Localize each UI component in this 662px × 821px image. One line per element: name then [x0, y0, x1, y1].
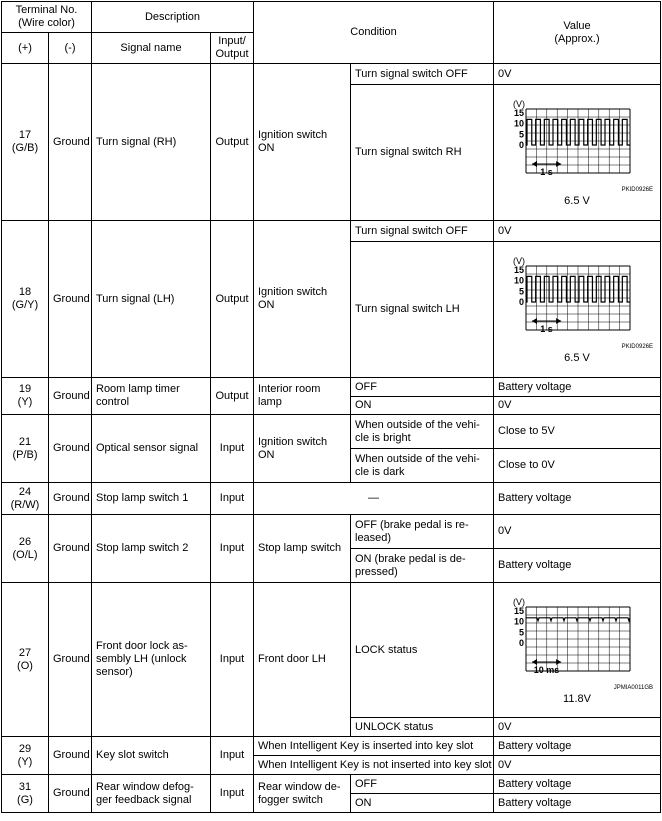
- figure-code: JPMIA0011GB: [613, 684, 654, 691]
- time-span-label: 10 ms: [533, 664, 560, 675]
- sub-condition-cell: ON: [351, 794, 494, 813]
- axis-unit: (V): [513, 596, 526, 607]
- axis-unit: (V): [513, 99, 526, 109]
- terminal-cell: 18 (G/Y): [2, 221, 49, 378]
- scope-grid: [526, 109, 630, 173]
- signal-name-cell: Turn signal (LH): [92, 221, 211, 378]
- value-cell: Battery voltage: [494, 775, 661, 794]
- condition-cell: Front door LH: [254, 583, 351, 737]
- table-row: [2, 221, 661, 242]
- scope-grid: [526, 266, 630, 330]
- waveform: [498, 250, 656, 369]
- table-row: [2, 378, 661, 397]
- sub-condition-cell: ON (brake pedal is de- pressed): [351, 549, 494, 583]
- ground-cell: Ground: [49, 737, 92, 775]
- value-cell: 0V: [494, 756, 661, 775]
- condition-cell: —: [254, 483, 494, 515]
- io-cell: Input: [211, 583, 254, 737]
- y-tick-label: 5: [519, 626, 525, 637]
- axis-unit: (V): [513, 256, 526, 266]
- y-tick-label: 0: [519, 140, 525, 150]
- io-cell: Input: [211, 515, 254, 583]
- condition-cell: Ignition switch ON: [254, 64, 351, 221]
- value-cell: Battery voltage: [494, 794, 661, 813]
- ground-cell: Ground: [49, 221, 92, 378]
- table-row: [2, 515, 661, 549]
- sub-condition-cell: When outside of the vehi- cle is bright: [351, 415, 494, 449]
- table-row: [2, 775, 661, 794]
- arrow-left-icon: [532, 161, 537, 167]
- ground-cell: Ground: [49, 483, 92, 515]
- io-cell: Output: [211, 64, 254, 221]
- oscilloscope-graph: [499, 97, 655, 193]
- ground-cell: Ground: [49, 378, 92, 415]
- table-row: [2, 583, 661, 718]
- terminal-no-header: Terminal No. (Wire color): [2, 2, 92, 33]
- value-cell: 0V: [494, 64, 661, 85]
- sub-condition-cell: OFF: [351, 775, 494, 794]
- ground-cell: Ground: [49, 64, 92, 221]
- minus-header: (-): [49, 33, 92, 64]
- time-span-label: 1 s: [540, 324, 553, 334]
- terminal-cell: 31 (G): [2, 775, 49, 813]
- waveform-cell: [494, 242, 661, 378]
- signal-name-cell: Room lamp timer control: [92, 378, 211, 415]
- arrow-right-icon: [556, 161, 561, 167]
- signal-name-header: Signal name: [92, 33, 211, 64]
- condition-cell: Ignition switch ON: [254, 221, 351, 378]
- y-tick-label: 0: [519, 637, 525, 648]
- terminal-cell: 19 (Y): [2, 378, 49, 415]
- signal-name-cell: Key slot switch: [92, 737, 211, 775]
- io-cell: Output: [211, 378, 254, 415]
- terminal-cell: 17 (G/B): [2, 64, 49, 221]
- oscilloscope-graph: [499, 595, 655, 691]
- waveform: [498, 93, 656, 212]
- terminal-cell: 26 (O/L): [2, 515, 49, 583]
- sub-condition-cell: UNLOCK status: [351, 718, 494, 737]
- table-row: [2, 64, 661, 85]
- waveform: [498, 591, 656, 710]
- waveform-cell: [494, 583, 661, 718]
- io-cell: Input: [211, 483, 254, 515]
- y-tick-label: 15: [514, 108, 525, 118]
- y-tick-label: 5: [519, 286, 525, 297]
- sub-condition-cell: When outside of the vehi- cle is dark: [351, 449, 494, 483]
- signal-name-cell: Rear window defog- ger feedback signal: [92, 775, 211, 813]
- io-cell: Input: [211, 415, 254, 483]
- value-cell: 0V: [494, 397, 661, 415]
- io-cell: Input: [211, 737, 254, 775]
- input-output-header: Input/ Output: [211, 33, 254, 64]
- ground-cell: Ground: [49, 515, 92, 583]
- plus-header: (+): [2, 33, 49, 64]
- signal-name-cell: Stop lamp switch 2: [92, 515, 211, 583]
- condition-cell: Ignition switch ON: [254, 415, 351, 483]
- sub-condition-cell: Turn signal switch LH: [351, 242, 494, 378]
- sub-condition-cell: Turn signal switch OFF: [351, 64, 494, 85]
- condition-cell: Stop lamp switch: [254, 515, 351, 583]
- condition-cell: When Intelligent Key is inserted into key slot: [254, 737, 494, 756]
- sub-condition-cell: Turn signal switch OFF: [351, 221, 494, 242]
- condition-cell: Rear window de- fogger switch: [254, 775, 351, 813]
- value-cell: 0V: [494, 221, 661, 242]
- description-header: Description: [92, 2, 254, 33]
- value-cell: Battery voltage: [494, 483, 661, 515]
- condition-header: Condition: [254, 2, 494, 64]
- sub-condition-cell: ON: [351, 397, 494, 415]
- terminal-cell: 29 (Y): [2, 737, 49, 775]
- figure-code: PKID0926E: [621, 344, 654, 350]
- io-cell: Output: [211, 221, 254, 378]
- table-row: [2, 483, 661, 515]
- terminal-table: [1, 1, 661, 813]
- y-tick-label: 5: [519, 129, 525, 140]
- ground-cell: Ground: [49, 415, 92, 483]
- condition-cell: Interior room lamp: [254, 378, 351, 415]
- value-cell: Battery voltage: [494, 549, 661, 583]
- signal-name-cell: Stop lamp switch 1: [92, 483, 211, 515]
- y-tick-label: 10: [514, 275, 525, 286]
- oscilloscope-graph: [499, 254, 655, 350]
- waveform-value: 11.8V: [563, 692, 591, 705]
- value-cell: 0V: [494, 515, 661, 549]
- ground-cell: Ground: [49, 583, 92, 737]
- table-row: [2, 415, 661, 449]
- io-cell: Input: [211, 775, 254, 813]
- value-cell: 0V: [494, 718, 661, 737]
- signal-name-cell: Optical sensor signal: [92, 415, 211, 483]
- figure-code: PKID0926E: [621, 187, 654, 193]
- ground-cell: Ground: [49, 775, 92, 813]
- waveform-cell: [494, 85, 661, 221]
- value-cell: Close to 5V: [494, 415, 661, 449]
- sub-condition-cell: Turn signal switch RH: [351, 85, 494, 221]
- terminal-cell: 24 (R/W): [2, 483, 49, 515]
- signal-name-cell: Front door lock as- sembly LH (unlock sensor): [92, 583, 211, 737]
- arrow-left-icon: [532, 318, 537, 324]
- signal-name-cell: Turn signal (RH): [92, 64, 211, 221]
- sub-condition-cell: OFF (brake pedal is re- leased): [351, 515, 494, 549]
- value-cell: Battery voltage: [494, 737, 661, 756]
- y-tick-label: 0: [519, 297, 525, 307]
- y-tick-label: 15: [514, 605, 525, 616]
- waveform-value: 6.5 V: [564, 195, 590, 207]
- arrow-right-icon: [556, 318, 561, 324]
- time-span-label: 1 s: [540, 167, 553, 177]
- scope-grid: [526, 607, 630, 671]
- sub-condition-cell: OFF: [351, 378, 494, 397]
- table-row: [2, 737, 661, 756]
- terminal-cell: 21 (P/B): [2, 415, 49, 483]
- terminal-cell: 27 (O): [2, 583, 49, 737]
- y-tick-label: 10: [514, 118, 525, 129]
- value-header: Value (Approx.): [494, 2, 661, 64]
- value-cell: Close to 0V: [494, 449, 661, 483]
- waveform-value: 6.5 V: [564, 352, 590, 364]
- sub-condition-cell: LOCK status: [351, 583, 494, 718]
- y-tick-label: 15: [514, 265, 525, 275]
- condition-cell: When Intelligent Key is not inserted into key slot: [254, 756, 494, 775]
- value-cell: Battery voltage: [494, 378, 661, 397]
- y-tick-label: 10: [514, 616, 525, 627]
